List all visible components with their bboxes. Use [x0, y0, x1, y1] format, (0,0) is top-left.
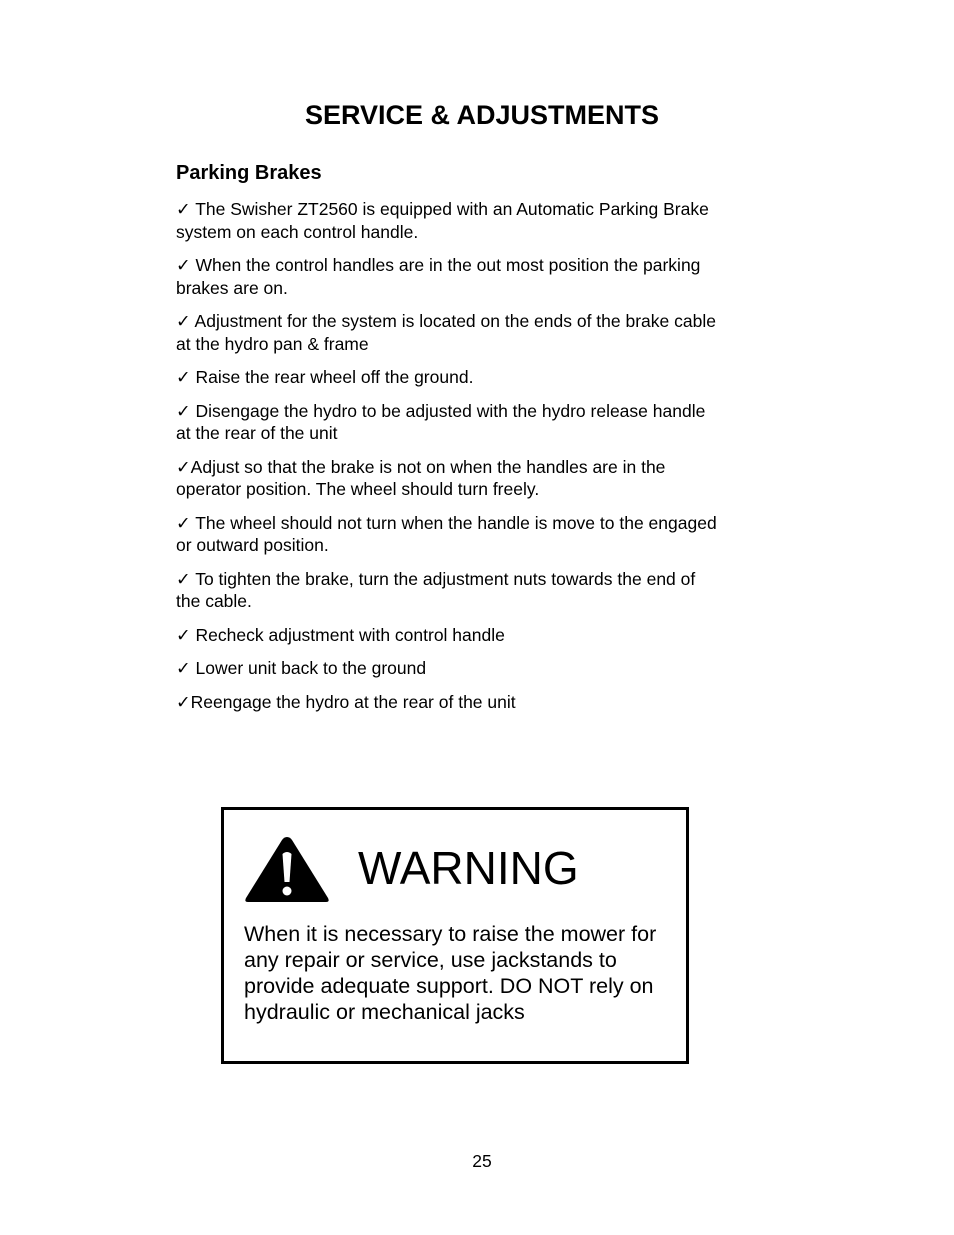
- step-item: ✓ Recheck adjustment with control handle: [176, 624, 505, 645]
- step-item: ✓ Raise the rear wheel off the ground.: [176, 367, 474, 387]
- warning-triangle-icon: [244, 834, 330, 904]
- step-item: ✓Reengage the hydro at the rear of the unit: [176, 691, 516, 712]
- step-item: ✓ To tighten the brake, turn the adjustment nuts towards the end of the cable.: [176, 568, 696, 611]
- step-item: ✓ When the control handles are in the out most position the parking brakes are on.: [176, 255, 701, 298]
- step-item: ✓ Disengage the hydro to be adjusted with the hydro release handle at the rear of the unit: [176, 400, 706, 443]
- page-number: 25: [472, 1151, 492, 1171]
- section-heading-parking-brakes: Parking Brakes: [176, 162, 322, 184]
- warning-box: [221, 807, 689, 1064]
- step-item: ✓Adjust so that the brake is not on when the handles are in the operator position. The wheel should turn freely.: [176, 456, 666, 499]
- page-title: SERVICE & ADJUSTMENTS: [304, 100, 660, 130]
- warning-text: When it is necessary to raise the mower for any repair or service, use jackstands to provide adequate support. DO NOT rely on hydraulic or mechanical jacks: [244, 922, 657, 1024]
- step-item: ✓ Lower unit back to the ground: [176, 658, 427, 678]
- warning-title: WARNING: [358, 842, 579, 894]
- parking-brake-steps-list: [176, 198, 721, 724]
- step-item: ✓ The Swisher ZT2560 is equipped with an Automatic Parking Brake system on each control handle.: [176, 199, 709, 242]
- step-item: ✓ The wheel should not turn when the handle is move to the engaged or outward position.: [176, 512, 717, 555]
- step-item: ✓ Adjustment for the system is located on the ends of the brake cable at the hydro pan & frame: [176, 311, 716, 354]
